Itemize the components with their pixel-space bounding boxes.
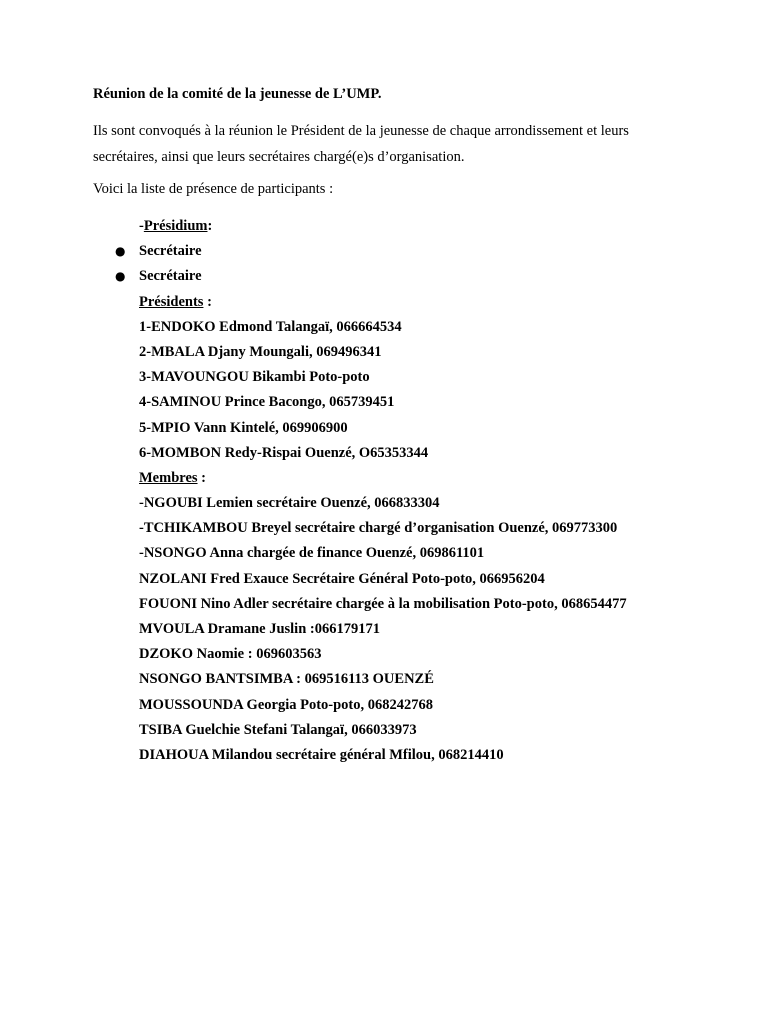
member-entry: -NGOUBI Lemien secrétaire Ouenzé, 066833304 bbox=[139, 495, 440, 512]
member-entry: FOUONI Nino Adler secrétaire chargée à la mobilisation Poto-poto, 068654477 bbox=[139, 595, 627, 612]
presidium-bullet-item bbox=[115, 264, 749, 289]
membres-suffix: : bbox=[197, 469, 206, 486]
member-entry: -TCHIKAMBOU Breyel secrétaire chargé d’organisation Ouenzé, 069773300 bbox=[139, 520, 618, 537]
membres-title: Membres bbox=[139, 469, 198, 486]
intro-paragraph bbox=[93, 118, 683, 170]
president-entry: 3-MAVOUNGOU Bikambi Poto-poto bbox=[139, 369, 370, 386]
president-entry: 4-SAMINOU Prince Bacongo, 065739451 bbox=[139, 394, 395, 411]
member-entry: NZOLANI Fred Exauce Secrétaire Général Poto-poto, 066956204 bbox=[139, 570, 545, 587]
presidium-title: Présidium bbox=[143, 218, 208, 234]
document-title: Réunion de la comité de la jeunesse de L’UMP. bbox=[93, 86, 382, 102]
participant-list bbox=[115, 214, 749, 768]
president-entry: 1-ENDOKO Edmond Talangaï, 066664534 bbox=[139, 318, 402, 335]
member-entry: TSIBA Guelchie Stefani Talangaï, 066033973 bbox=[139, 721, 417, 738]
bullet-item-label: Secrétaire bbox=[139, 243, 202, 260]
president-entry: 5-MPIO Vann Kintelé, 069906900 bbox=[139, 419, 348, 436]
president-entry: 6-MOMBON Redy-Rispai Ouenzé, O65353344 bbox=[139, 444, 429, 461]
bullet-item-label: Secrétaire bbox=[139, 268, 202, 285]
member-entry: MVOULA Dramane Juslin :066179171 bbox=[139, 621, 380, 637]
member-entry: DZOKO Naomie : 069603563 bbox=[139, 646, 322, 663]
bullet-icon: ● bbox=[115, 244, 126, 259]
presidium-suffix: : bbox=[207, 218, 213, 234]
presence-label: Voici la liste de présence de participants : bbox=[93, 181, 334, 197]
intro-line: Ils sont convoqués à la réunion le Président de la jeunesse de chaque arrondissement et leurs bbox=[93, 123, 629, 139]
presidents-title: Présidents bbox=[139, 293, 204, 310]
presidium-heading bbox=[139, 214, 749, 239]
member-entry: NSONGO BANTSIMBA : 069516113 OUENZÉ bbox=[139, 671, 434, 688]
bullet-icon: ● bbox=[115, 269, 126, 284]
membres-heading bbox=[139, 466, 749, 491]
intro-line: secrétaires, ainsi que leurs secrétaires chargé(e)s d’organisation. bbox=[93, 149, 465, 165]
member-entry: DIAHOUA Milandou secrétaire général Mfilou, 068214410 bbox=[139, 746, 504, 763]
member-entry: MOUSSOUNDA Georgia Poto-poto, 068242768 bbox=[139, 696, 434, 713]
presidium-prefix: - bbox=[139, 218, 144, 234]
presidents-suffix: : bbox=[203, 293, 212, 310]
presidium-bullet-item bbox=[115, 239, 749, 264]
member-entry: -NSONGO Anna chargée de finance Ouenzé, 069861101 bbox=[139, 545, 485, 562]
presidents-heading bbox=[139, 290, 749, 315]
president-entry: 2-MBALA Djany Moungali, 069496341 bbox=[139, 343, 382, 360]
